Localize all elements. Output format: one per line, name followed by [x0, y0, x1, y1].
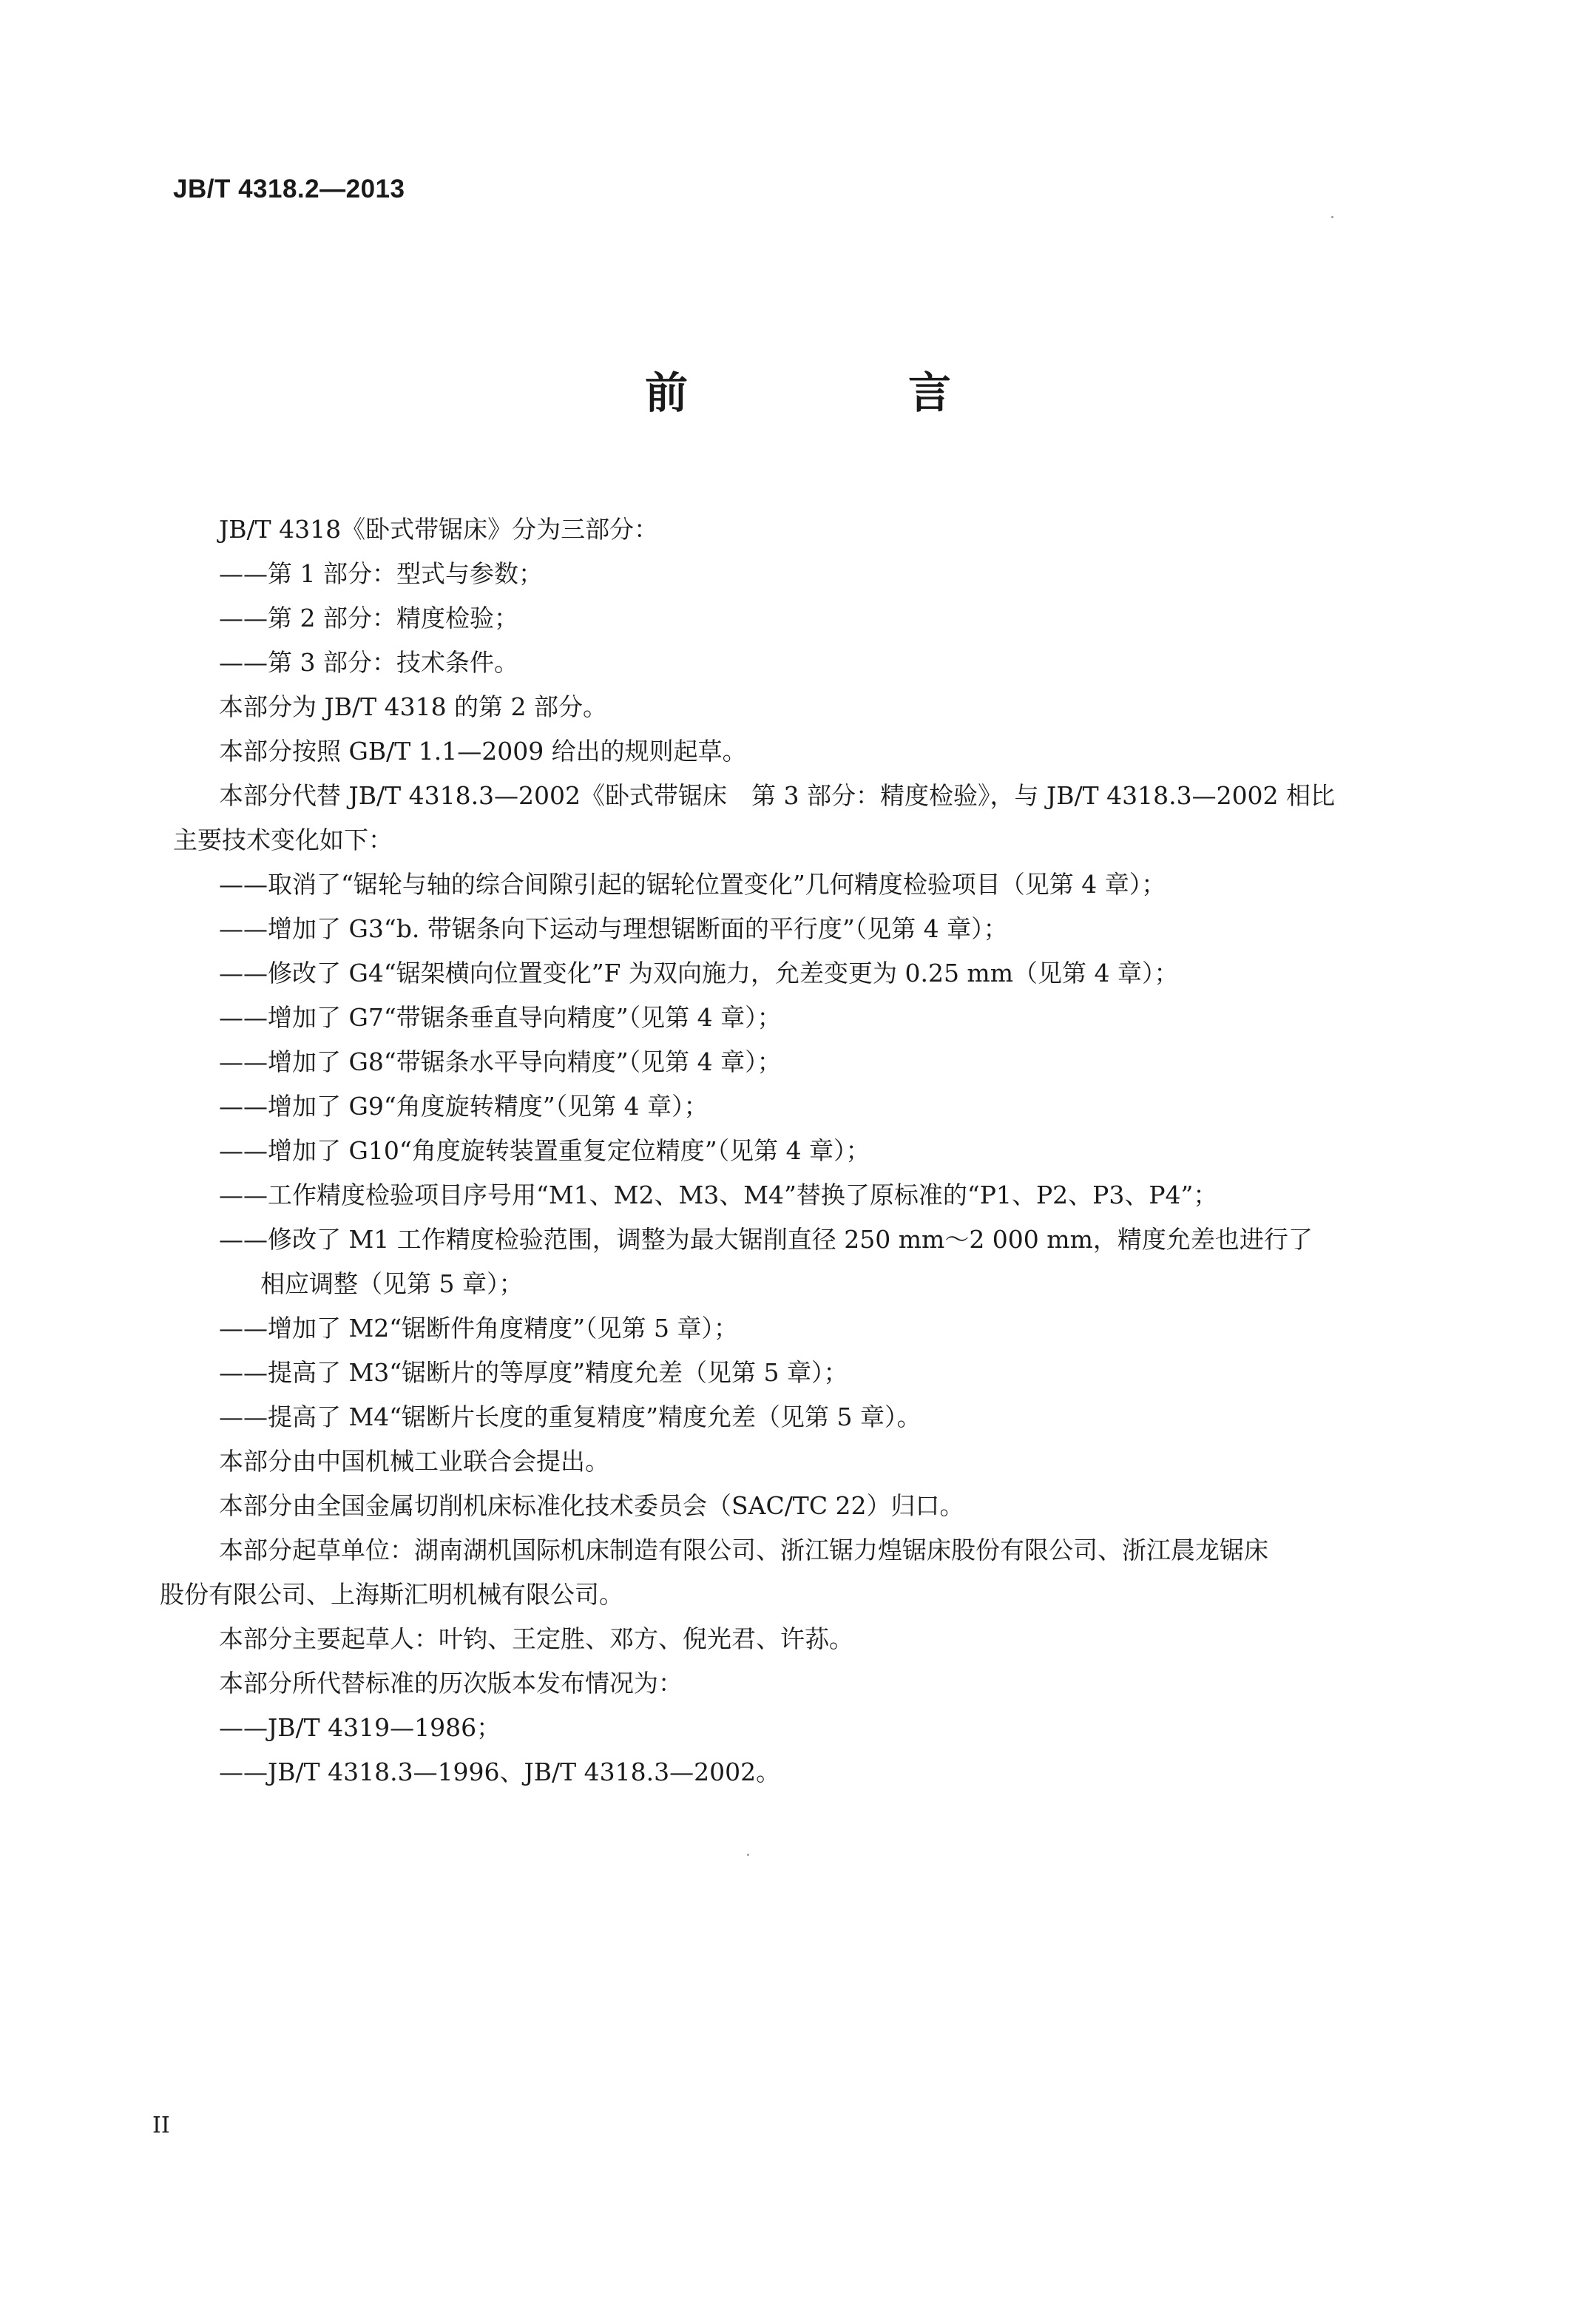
list-item-change-4: ——增加了 G7“带锯条垂直导向精度”（见第 4 章）；	[219, 1003, 782, 1032]
list-item-change-3: ——修改了 G4“锯架横向位置变化”F 为双向施力，允差变更为 0.25 mm（见第 4 章）；	[219, 959, 1179, 987]
list-item-change-1: ——取消了“锯轮与轴的综合间隙引起的锯轮位置变化”几何精度检验项目（见第 4 章）；	[219, 870, 1166, 899]
list-item-change-6: ——增加了 G9“角度旋转精度”（见第 4 章）；	[219, 1092, 709, 1121]
scan-speck	[747, 1854, 749, 1856]
list-item-change-8: ——工作精度检验项目序号用“M1、M2、M3、M4”替换了原标准的“P1、P2、P3、P4”；	[219, 1181, 1218, 1209]
paragraph-drafting-units-line-2: 股份有限公司、上海斯汇明机械有限公司。	[160, 1580, 623, 1609]
list-item-change-9-line-2: 相应调整（见第 5 章）；	[260, 1269, 524, 1298]
paragraph-under-jurisdiction: 本部分由全国金属切削机床标准化技术委员会（SAC/TC 22）归口。	[219, 1491, 964, 1520]
list-item-part-1: ——第 1 部分：型式与参数；	[219, 559, 543, 588]
paragraph-replaces-line-1: 本部分代替 JB/T 4318.3—2002《卧式带锯床 第 3 部分：精度检验》，与 JB/T 4318.3—2002 相比	[219, 781, 1336, 810]
list-item-change-11: ——提高了 M3“锯断片的等厚度”精度允差（见第 5 章）；	[219, 1358, 848, 1387]
list-item-change-2: ——增加了 G3“b. 带锯条向下运动与理想锯断面的平行度”（见第 4 章）；	[219, 914, 1008, 943]
scan-speck	[1331, 216, 1333, 218]
list-item-edition-2: ——JB/T 4318.3—1996、JB/T 4318.3—2002。	[219, 1757, 781, 1786]
page-number: II	[152, 2113, 170, 2138]
document-code: JB/T 4318.2—2013	[173, 175, 405, 203]
list-item-change-9-line-1: ——修改了 M1 工作精度检验范围，调整为最大锯削直径 250 mm～2 000 mm，精度允差也进行了	[219, 1225, 1313, 1254]
list-item-change-12: ——提高了 M4“锯断片长度的重复精度”精度允差（见第 5 章）。	[219, 1402, 922, 1431]
paragraph-drafting-rules: 本部分按照 GB/T 1.1—2009 给出的规则起草。	[219, 737, 747, 766]
list-item-change-7: ——增加了 G10“角度旋转装置重复定位精度”（见第 4 章）；	[219, 1136, 870, 1165]
paragraph-parts-intro: JB/T 4318《卧式带锯床》分为三部分：	[219, 515, 659, 544]
paragraph-drafting-units-line-1: 本部分起草单位：湖南湖机国际机床制造有限公司、浙江锯力煌锯床股份有限公司、浙江晨龙锯床	[219, 1536, 1268, 1564]
list-item-change-5: ——增加了 G8“带锯条水平导向精度”（见第 4 章）；	[219, 1047, 782, 1076]
paragraph-previous-editions: 本部分所代替标准的历次版本发布情况为：	[219, 1669, 683, 1698]
list-item-part-2: ——第 2 部分：精度检验；	[219, 604, 518, 632]
page-title: 前 言	[644, 368, 1040, 418]
list-item-edition-1: ——JB/T 4319—1986；	[219, 1713, 501, 1742]
paragraph-proposed-by: 本部分由中国机械工业联合会提出。	[219, 1447, 609, 1476]
paragraph-this-part: 本部分为 JB/T 4318 的第 2 部分。	[219, 692, 608, 721]
list-item-part-3: ——第 3 部分：技术条件。	[219, 648, 518, 677]
foreword-body	[157, 507, 1458, 1794]
list-item-change-10: ——增加了 M2“锯断件角度精度”（见第 5 章）；	[219, 1314, 738, 1343]
paragraph-replaces-line-2: 主要技术变化如下：	[173, 825, 393, 854]
paragraph-drafters: 本部分主要起草人：叶钧、王定胜、邓方、倪光君、许荪。	[219, 1624, 853, 1653]
